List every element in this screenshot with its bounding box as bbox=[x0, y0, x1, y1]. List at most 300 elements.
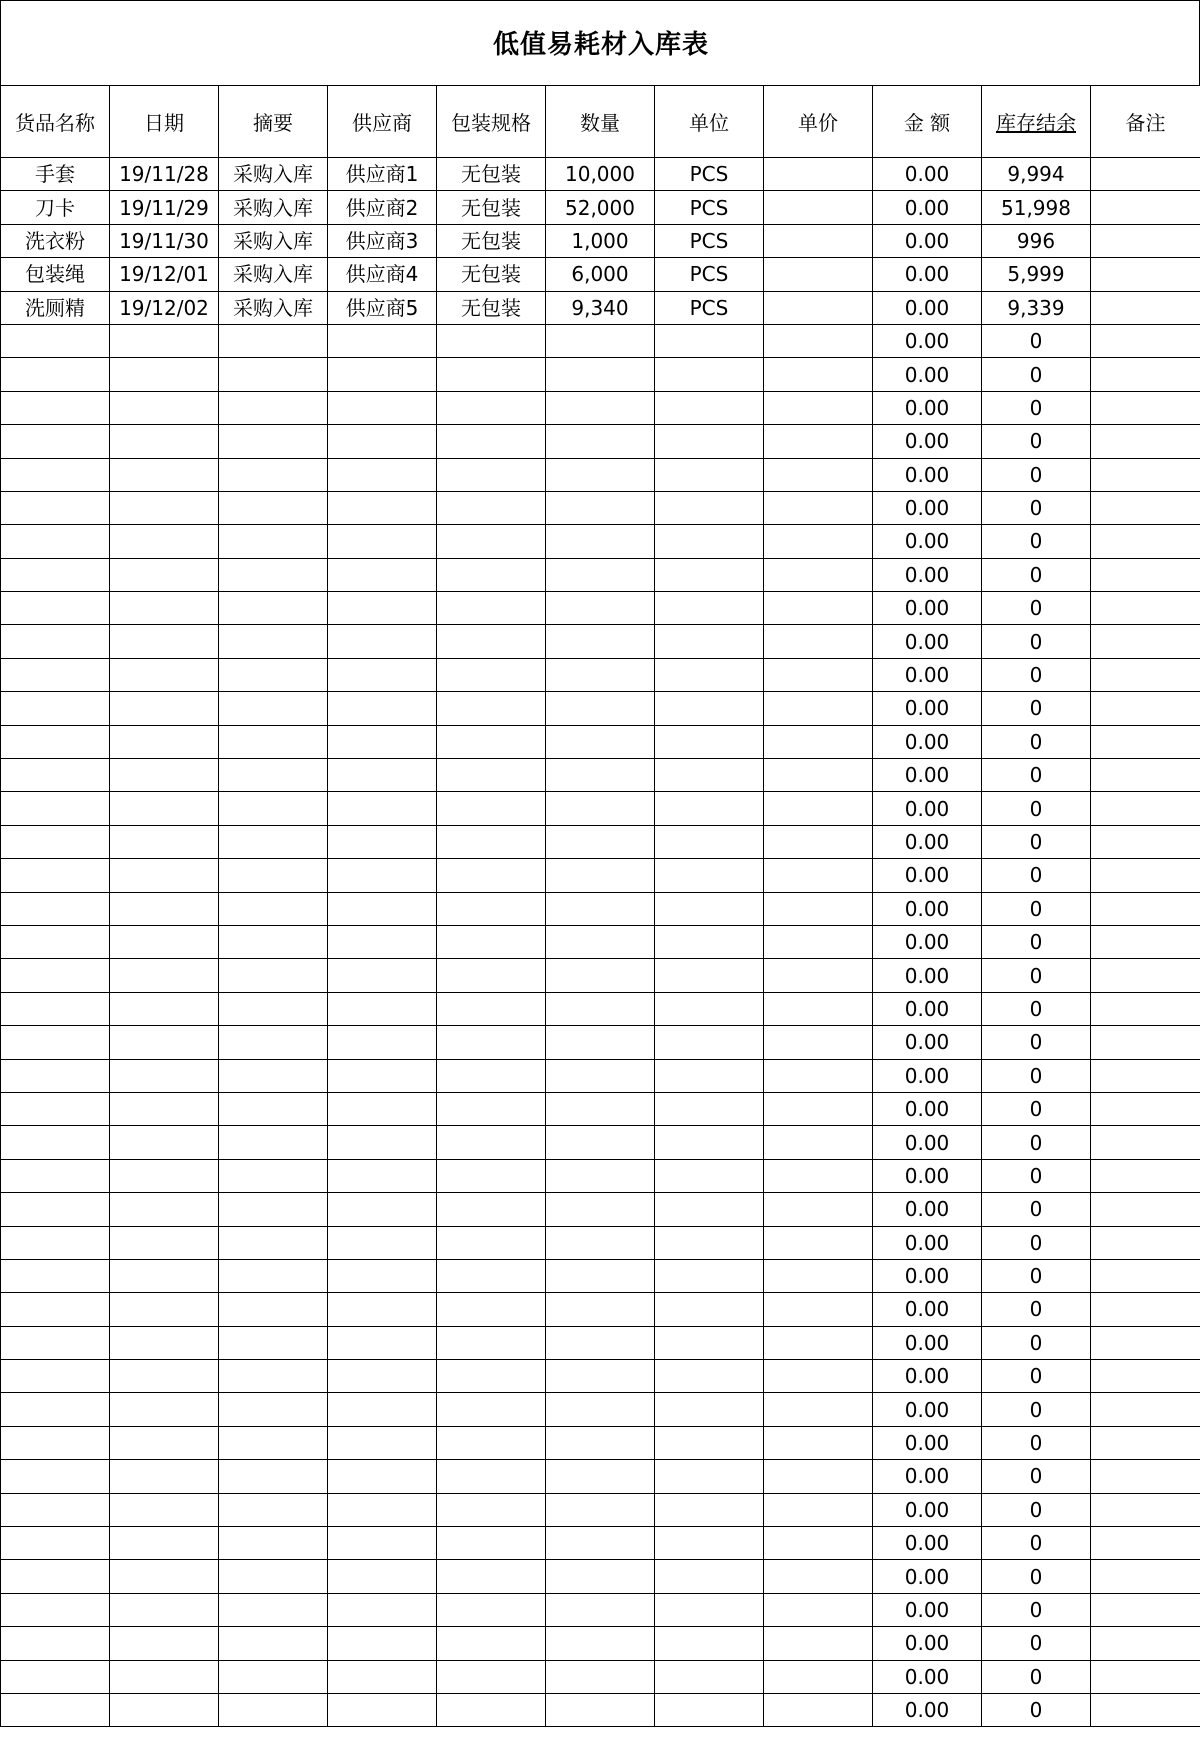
cell-stock-balance[interactable]: 0 bbox=[982, 992, 1091, 1025]
cell-remarks[interactable] bbox=[1091, 425, 1200, 458]
cell-unit-price[interactable] bbox=[764, 1493, 873, 1526]
cell-unit[interactable] bbox=[655, 792, 764, 825]
cell-unit[interactable] bbox=[655, 1326, 764, 1359]
cell-summary[interactable] bbox=[219, 558, 328, 591]
cell-supplier[interactable] bbox=[328, 1326, 437, 1359]
cell-date[interactable]: 19/12/02 bbox=[110, 291, 219, 324]
cell-goods-name[interactable] bbox=[1, 825, 110, 858]
cell-goods-name[interactable] bbox=[1, 1493, 110, 1526]
cell-goods-name[interactable] bbox=[1, 1159, 110, 1192]
cell-unit[interactable] bbox=[655, 1460, 764, 1493]
cell-stock-balance[interactable]: 996 bbox=[982, 224, 1091, 257]
cell-goods-name[interactable] bbox=[1, 1293, 110, 1326]
cell-supplier[interactable]: 供应商3 bbox=[328, 224, 437, 257]
cell-remarks[interactable] bbox=[1091, 825, 1200, 858]
cell-stock-balance[interactable]: 0 bbox=[982, 1393, 1091, 1426]
cell-amount[interactable]: 0.00 bbox=[873, 1693, 982, 1726]
cell-stock-balance[interactable]: 0 bbox=[982, 491, 1091, 524]
cell-stock-balance[interactable]: 9,339 bbox=[982, 291, 1091, 324]
cell-quantity[interactable] bbox=[546, 1627, 655, 1660]
cell-amount[interactable]: 0.00 bbox=[873, 825, 982, 858]
cell-packaging[interactable]: 无包装 bbox=[437, 258, 546, 291]
cell-summary[interactable] bbox=[219, 1393, 328, 1426]
cell-summary[interactable] bbox=[219, 759, 328, 792]
cell-remarks[interactable] bbox=[1091, 725, 1200, 758]
cell-date[interactable] bbox=[110, 1326, 219, 1359]
cell-goods-name[interactable] bbox=[1, 1460, 110, 1493]
cell-date[interactable] bbox=[110, 1159, 219, 1192]
cell-unit[interactable] bbox=[655, 1527, 764, 1560]
cell-unit-price[interactable] bbox=[764, 291, 873, 324]
cell-goods-name[interactable] bbox=[1, 1693, 110, 1726]
cell-stock-balance[interactable]: 0 bbox=[982, 358, 1091, 391]
cell-supplier[interactable]: 供应商2 bbox=[328, 191, 437, 224]
cell-summary[interactable]: 采购入库 bbox=[219, 291, 328, 324]
cell-stock-balance[interactable]: 0 bbox=[982, 1527, 1091, 1560]
cell-supplier[interactable] bbox=[328, 925, 437, 958]
cell-stock-balance[interactable]: 9,994 bbox=[982, 158, 1091, 191]
cell-quantity[interactable] bbox=[546, 1293, 655, 1326]
cell-stock-balance[interactable]: 0 bbox=[982, 1259, 1091, 1292]
cell-summary[interactable] bbox=[219, 1026, 328, 1059]
cell-unit-price[interactable] bbox=[764, 1193, 873, 1226]
cell-summary[interactable] bbox=[219, 491, 328, 524]
cell-supplier[interactable] bbox=[328, 1059, 437, 1092]
cell-amount[interactable]: 0.00 bbox=[873, 1360, 982, 1393]
cell-supplier[interactable] bbox=[328, 1259, 437, 1292]
cell-remarks[interactable] bbox=[1091, 525, 1200, 558]
cell-date[interactable] bbox=[110, 1560, 219, 1593]
cell-unit-price[interactable] bbox=[764, 1092, 873, 1125]
cell-quantity[interactable] bbox=[546, 1326, 655, 1359]
cell-unit[interactable]: PCS bbox=[655, 291, 764, 324]
cell-amount[interactable]: 0.00 bbox=[873, 658, 982, 691]
cell-remarks[interactable] bbox=[1091, 959, 1200, 992]
cell-remarks[interactable] bbox=[1091, 1193, 1200, 1226]
cell-summary[interactable] bbox=[219, 692, 328, 725]
cell-summary[interactable] bbox=[219, 358, 328, 391]
cell-date[interactable]: 19/11/29 bbox=[110, 191, 219, 224]
cell-summary[interactable]: 采购入库 bbox=[219, 258, 328, 291]
cell-packaging[interactable] bbox=[437, 959, 546, 992]
cell-goods-name[interactable] bbox=[1, 1259, 110, 1292]
cell-amount[interactable]: 0.00 bbox=[873, 692, 982, 725]
cell-unit-price[interactable] bbox=[764, 458, 873, 491]
cell-quantity[interactable] bbox=[546, 1159, 655, 1192]
cell-packaging[interactable] bbox=[437, 1527, 546, 1560]
cell-goods-name[interactable] bbox=[1, 1560, 110, 1593]
cell-amount[interactable]: 0.00 bbox=[873, 525, 982, 558]
cell-stock-balance[interactable]: 0 bbox=[982, 1660, 1091, 1693]
cell-date[interactable] bbox=[110, 959, 219, 992]
cell-unit-price[interactable] bbox=[764, 1593, 873, 1626]
cell-packaging[interactable] bbox=[437, 1693, 546, 1726]
cell-unit-price[interactable] bbox=[764, 191, 873, 224]
cell-goods-name[interactable] bbox=[1, 1026, 110, 1059]
cell-packaging[interactable] bbox=[437, 1393, 546, 1426]
cell-unit-price[interactable] bbox=[764, 1527, 873, 1560]
cell-remarks[interactable] bbox=[1091, 1460, 1200, 1493]
cell-amount[interactable]: 0.00 bbox=[873, 1326, 982, 1359]
cell-date[interactable] bbox=[110, 859, 219, 892]
cell-unit[interactable] bbox=[655, 825, 764, 858]
cell-packaging[interactable]: 无包装 bbox=[437, 158, 546, 191]
cell-packaging[interactable] bbox=[437, 1460, 546, 1493]
cell-supplier[interactable] bbox=[328, 1026, 437, 1059]
cell-packaging[interactable] bbox=[437, 992, 546, 1025]
header-cell-amount[interactable]: 金 额 bbox=[873, 86, 982, 158]
cell-date[interactable] bbox=[110, 725, 219, 758]
cell-date[interactable] bbox=[110, 1226, 219, 1259]
cell-quantity[interactable]: 9,340 bbox=[546, 291, 655, 324]
cell-amount[interactable]: 0.00 bbox=[873, 1026, 982, 1059]
cell-remarks[interactable] bbox=[1091, 1693, 1200, 1726]
cell-goods-name[interactable] bbox=[1, 792, 110, 825]
cell-amount[interactable]: 0.00 bbox=[873, 191, 982, 224]
cell-unit[interactable] bbox=[655, 692, 764, 725]
cell-stock-balance[interactable]: 0 bbox=[982, 1092, 1091, 1125]
cell-remarks[interactable] bbox=[1091, 759, 1200, 792]
cell-unit[interactable] bbox=[655, 658, 764, 691]
cell-date[interactable] bbox=[110, 1360, 219, 1393]
cell-date[interactable] bbox=[110, 1527, 219, 1560]
cell-unit[interactable] bbox=[655, 759, 764, 792]
cell-supplier[interactable] bbox=[328, 692, 437, 725]
cell-summary[interactable]: 采购入库 bbox=[219, 191, 328, 224]
cell-goods-name[interactable]: 洗衣粉 bbox=[1, 224, 110, 257]
cell-packaging[interactable] bbox=[437, 1126, 546, 1159]
cell-date[interactable] bbox=[110, 1693, 219, 1726]
cell-supplier[interactable] bbox=[328, 859, 437, 892]
cell-stock-balance[interactable]: 0 bbox=[982, 1026, 1091, 1059]
cell-quantity[interactable] bbox=[546, 892, 655, 925]
cell-unit-price[interactable] bbox=[764, 1660, 873, 1693]
cell-unit[interactable] bbox=[655, 1059, 764, 1092]
cell-quantity[interactable] bbox=[546, 1226, 655, 1259]
cell-remarks[interactable] bbox=[1091, 1660, 1200, 1693]
cell-amount[interactable]: 0.00 bbox=[873, 892, 982, 925]
cell-goods-name[interactable] bbox=[1, 759, 110, 792]
cell-remarks[interactable] bbox=[1091, 1126, 1200, 1159]
cell-summary[interactable] bbox=[219, 1159, 328, 1192]
cell-goods-name[interactable]: 刀卡 bbox=[1, 191, 110, 224]
cell-summary[interactable] bbox=[219, 625, 328, 658]
cell-summary[interactable] bbox=[219, 1593, 328, 1626]
cell-remarks[interactable] bbox=[1091, 592, 1200, 625]
cell-unit[interactable] bbox=[655, 1126, 764, 1159]
cell-date[interactable]: 19/12/01 bbox=[110, 258, 219, 291]
cell-packaging[interactable] bbox=[437, 1159, 546, 1192]
cell-date[interactable] bbox=[110, 1660, 219, 1693]
cell-quantity[interactable] bbox=[546, 1393, 655, 1426]
cell-remarks[interactable] bbox=[1091, 1159, 1200, 1192]
cell-unit-price[interactable] bbox=[764, 792, 873, 825]
cell-amount[interactable]: 0.00 bbox=[873, 391, 982, 424]
cell-summary[interactable] bbox=[219, 458, 328, 491]
cell-quantity[interactable] bbox=[546, 1059, 655, 1092]
cell-unit-price[interactable] bbox=[764, 1460, 873, 1493]
cell-quantity[interactable] bbox=[546, 525, 655, 558]
cell-amount[interactable]: 0.00 bbox=[873, 792, 982, 825]
cell-unit[interactable]: PCS bbox=[655, 158, 764, 191]
cell-stock-balance[interactable]: 0 bbox=[982, 692, 1091, 725]
cell-goods-name[interactable] bbox=[1, 925, 110, 958]
cell-goods-name[interactable] bbox=[1, 1326, 110, 1359]
cell-stock-balance[interactable]: 0 bbox=[982, 391, 1091, 424]
cell-supplier[interactable] bbox=[328, 358, 437, 391]
cell-supplier[interactable] bbox=[328, 725, 437, 758]
cell-stock-balance[interactable]: 0 bbox=[982, 1360, 1091, 1393]
cell-amount[interactable]: 0.00 bbox=[873, 425, 982, 458]
cell-stock-balance[interactable]: 0 bbox=[982, 959, 1091, 992]
cell-unit[interactable] bbox=[655, 1693, 764, 1726]
cell-quantity[interactable] bbox=[546, 458, 655, 491]
cell-packaging[interactable] bbox=[437, 592, 546, 625]
cell-packaging[interactable] bbox=[437, 792, 546, 825]
cell-amount[interactable]: 0.00 bbox=[873, 1059, 982, 1092]
cell-quantity[interactable] bbox=[546, 959, 655, 992]
cell-summary[interactable] bbox=[219, 1493, 328, 1526]
cell-goods-name[interactable] bbox=[1, 1426, 110, 1459]
header-cell-summary[interactable]: 摘要 bbox=[219, 86, 328, 158]
cell-supplier[interactable] bbox=[328, 1193, 437, 1226]
cell-remarks[interactable] bbox=[1091, 1059, 1200, 1092]
cell-remarks[interactable] bbox=[1091, 491, 1200, 524]
cell-packaging[interactable] bbox=[437, 692, 546, 725]
cell-unit[interactable] bbox=[655, 1360, 764, 1393]
cell-unit-price[interactable] bbox=[764, 1560, 873, 1593]
cell-unit[interactable] bbox=[655, 1593, 764, 1626]
cell-stock-balance[interactable]: 0 bbox=[982, 1460, 1091, 1493]
cell-summary[interactable] bbox=[219, 925, 328, 958]
cell-date[interactable] bbox=[110, 391, 219, 424]
cell-supplier[interactable] bbox=[328, 959, 437, 992]
cell-packaging[interactable] bbox=[437, 425, 546, 458]
cell-packaging[interactable] bbox=[437, 1360, 546, 1393]
cell-packaging[interactable] bbox=[437, 1193, 546, 1226]
cell-date[interactable] bbox=[110, 1627, 219, 1660]
cell-unit[interactable] bbox=[655, 592, 764, 625]
cell-remarks[interactable] bbox=[1091, 291, 1200, 324]
cell-quantity[interactable] bbox=[546, 625, 655, 658]
cell-summary[interactable] bbox=[219, 892, 328, 925]
cell-quantity[interactable] bbox=[546, 1493, 655, 1526]
cell-summary[interactable] bbox=[219, 1460, 328, 1493]
cell-supplier[interactable] bbox=[328, 1560, 437, 1593]
cell-unit[interactable] bbox=[655, 1159, 764, 1192]
cell-supplier[interactable]: 供应商1 bbox=[328, 158, 437, 191]
cell-quantity[interactable] bbox=[546, 1259, 655, 1292]
cell-summary[interactable] bbox=[219, 391, 328, 424]
cell-unit-price[interactable] bbox=[764, 1393, 873, 1426]
cell-unit[interactable] bbox=[655, 1193, 764, 1226]
cell-amount[interactable]: 0.00 bbox=[873, 1126, 982, 1159]
cell-amount[interactable]: 0.00 bbox=[873, 925, 982, 958]
cell-quantity[interactable] bbox=[546, 1560, 655, 1593]
cell-amount[interactable]: 0.00 bbox=[873, 1293, 982, 1326]
cell-unit[interactable]: PCS bbox=[655, 258, 764, 291]
cell-summary[interactable] bbox=[219, 1660, 328, 1693]
cell-date[interactable] bbox=[110, 759, 219, 792]
cell-stock-balance[interactable]: 0 bbox=[982, 625, 1091, 658]
cell-summary[interactable] bbox=[219, 1293, 328, 1326]
cell-unit-price[interactable] bbox=[764, 1059, 873, 1092]
cell-unit[interactable] bbox=[655, 625, 764, 658]
cell-quantity[interactable] bbox=[546, 324, 655, 357]
cell-goods-name[interactable] bbox=[1, 458, 110, 491]
cell-stock-balance[interactable]: 0 bbox=[982, 525, 1091, 558]
cell-quantity[interactable]: 10,000 bbox=[546, 158, 655, 191]
cell-packaging[interactable] bbox=[437, 1293, 546, 1326]
cell-quantity[interactable] bbox=[546, 1593, 655, 1626]
cell-packaging[interactable] bbox=[437, 491, 546, 524]
cell-supplier[interactable] bbox=[328, 1092, 437, 1125]
cell-supplier[interactable] bbox=[328, 1627, 437, 1660]
cell-goods-name[interactable] bbox=[1, 992, 110, 1025]
cell-date[interactable] bbox=[110, 324, 219, 357]
cell-unit-price[interactable] bbox=[764, 1693, 873, 1726]
cell-supplier[interactable] bbox=[328, 558, 437, 591]
cell-unit-price[interactable] bbox=[764, 1326, 873, 1359]
cell-stock-balance[interactable]: 0 bbox=[982, 1593, 1091, 1626]
cell-stock-balance[interactable]: 0 bbox=[982, 892, 1091, 925]
cell-supplier[interactable] bbox=[328, 324, 437, 357]
cell-date[interactable] bbox=[110, 1460, 219, 1493]
cell-amount[interactable]: 0.00 bbox=[873, 558, 982, 591]
cell-amount[interactable]: 0.00 bbox=[873, 1193, 982, 1226]
cell-goods-name[interactable] bbox=[1, 625, 110, 658]
cell-remarks[interactable] bbox=[1091, 1426, 1200, 1459]
cell-goods-name[interactable] bbox=[1, 358, 110, 391]
cell-summary[interactable] bbox=[219, 525, 328, 558]
cell-unit-price[interactable] bbox=[764, 625, 873, 658]
cell-remarks[interactable] bbox=[1091, 1627, 1200, 1660]
cell-summary[interactable]: 采购入库 bbox=[219, 224, 328, 257]
cell-supplier[interactable] bbox=[328, 458, 437, 491]
cell-quantity[interactable] bbox=[546, 1527, 655, 1560]
cell-quantity[interactable] bbox=[546, 792, 655, 825]
title-cell[interactable] bbox=[0, 0, 1200, 85]
cell-packaging[interactable] bbox=[437, 1059, 546, 1092]
cell-summary[interactable] bbox=[219, 658, 328, 691]
cell-remarks[interactable] bbox=[1091, 1326, 1200, 1359]
header-cell-packaging[interactable]: 包装规格 bbox=[437, 86, 546, 158]
cell-packaging[interactable] bbox=[437, 525, 546, 558]
cell-packaging[interactable] bbox=[437, 1092, 546, 1125]
cell-stock-balance[interactable]: 0 bbox=[982, 759, 1091, 792]
cell-supplier[interactable] bbox=[328, 759, 437, 792]
header-cell-date[interactable]: 日期 bbox=[110, 86, 219, 158]
cell-summary[interactable] bbox=[219, 1259, 328, 1292]
cell-amount[interactable]: 0.00 bbox=[873, 725, 982, 758]
cell-supplier[interactable] bbox=[328, 1293, 437, 1326]
cell-quantity[interactable] bbox=[546, 1026, 655, 1059]
header-cell-goods-name[interactable]: 货品名称 bbox=[1, 86, 110, 158]
cell-date[interactable] bbox=[110, 1193, 219, 1226]
cell-remarks[interactable] bbox=[1091, 1527, 1200, 1560]
cell-date[interactable] bbox=[110, 525, 219, 558]
cell-quantity[interactable] bbox=[546, 1426, 655, 1459]
cell-amount[interactable]: 0.00 bbox=[873, 1259, 982, 1292]
cell-supplier[interactable]: 供应商5 bbox=[328, 291, 437, 324]
cell-goods-name[interactable] bbox=[1, 558, 110, 591]
cell-unit-price[interactable] bbox=[764, 324, 873, 357]
cell-unit-price[interactable] bbox=[764, 658, 873, 691]
cell-stock-balance[interactable]: 51,998 bbox=[982, 191, 1091, 224]
cell-packaging[interactable] bbox=[437, 759, 546, 792]
cell-unit[interactable] bbox=[655, 491, 764, 524]
cell-amount[interactable]: 0.00 bbox=[873, 291, 982, 324]
cell-unit[interactable] bbox=[655, 725, 764, 758]
cell-supplier[interactable] bbox=[328, 1593, 437, 1626]
cell-amount[interactable]: 0.00 bbox=[873, 1092, 982, 1125]
cell-goods-name[interactable] bbox=[1, 592, 110, 625]
cell-unit[interactable] bbox=[655, 324, 764, 357]
cell-stock-balance[interactable]: 0 bbox=[982, 825, 1091, 858]
cell-remarks[interactable] bbox=[1091, 1092, 1200, 1125]
cell-remarks[interactable] bbox=[1091, 925, 1200, 958]
cell-packaging[interactable] bbox=[437, 1426, 546, 1459]
cell-packaging[interactable]: 无包装 bbox=[437, 191, 546, 224]
cell-supplier[interactable] bbox=[328, 491, 437, 524]
cell-date[interactable] bbox=[110, 1426, 219, 1459]
cell-packaging[interactable] bbox=[437, 625, 546, 658]
cell-unit[interactable] bbox=[655, 458, 764, 491]
cell-unit-price[interactable] bbox=[764, 425, 873, 458]
cell-remarks[interactable] bbox=[1091, 224, 1200, 257]
cell-packaging[interactable] bbox=[437, 1493, 546, 1526]
cell-date[interactable]: 19/11/28 bbox=[110, 158, 219, 191]
cell-remarks[interactable] bbox=[1091, 1226, 1200, 1259]
cell-remarks[interactable] bbox=[1091, 1026, 1200, 1059]
cell-packaging[interactable] bbox=[437, 725, 546, 758]
cell-goods-name[interactable]: 洗厕精 bbox=[1, 291, 110, 324]
cell-summary[interactable] bbox=[219, 1560, 328, 1593]
cell-supplier[interactable]: 供应商4 bbox=[328, 258, 437, 291]
cell-remarks[interactable] bbox=[1091, 658, 1200, 691]
cell-unit-price[interactable] bbox=[764, 1293, 873, 1326]
cell-packaging[interactable] bbox=[437, 558, 546, 591]
cell-quantity[interactable] bbox=[546, 725, 655, 758]
cell-amount[interactable]: 0.00 bbox=[873, 1460, 982, 1493]
cell-goods-name[interactable] bbox=[1, 1527, 110, 1560]
cell-date[interactable] bbox=[110, 892, 219, 925]
cell-unit-price[interactable] bbox=[764, 892, 873, 925]
cell-packaging[interactable] bbox=[437, 825, 546, 858]
cell-quantity[interactable] bbox=[546, 992, 655, 1025]
cell-amount[interactable]: 0.00 bbox=[873, 1660, 982, 1693]
cell-stock-balance[interactable]: 0 bbox=[982, 425, 1091, 458]
cell-supplier[interactable] bbox=[328, 892, 437, 925]
cell-summary[interactable] bbox=[219, 1426, 328, 1459]
cell-quantity[interactable] bbox=[546, 825, 655, 858]
cell-summary[interactable] bbox=[219, 1360, 328, 1393]
cell-unit[interactable] bbox=[655, 1426, 764, 1459]
cell-packaging[interactable] bbox=[437, 1259, 546, 1292]
cell-amount[interactable]: 0.00 bbox=[873, 158, 982, 191]
cell-summary[interactable] bbox=[219, 1226, 328, 1259]
cell-stock-balance[interactable]: 0 bbox=[982, 1326, 1091, 1359]
cell-summary[interactable] bbox=[219, 324, 328, 357]
cell-unit[interactable] bbox=[655, 1493, 764, 1526]
cell-unit[interactable] bbox=[655, 859, 764, 892]
cell-goods-name[interactable] bbox=[1, 525, 110, 558]
cell-packaging[interactable] bbox=[437, 358, 546, 391]
cell-quantity[interactable] bbox=[546, 1693, 655, 1726]
cell-date[interactable] bbox=[110, 358, 219, 391]
cell-goods-name[interactable] bbox=[1, 1059, 110, 1092]
cell-unit[interactable] bbox=[655, 1627, 764, 1660]
